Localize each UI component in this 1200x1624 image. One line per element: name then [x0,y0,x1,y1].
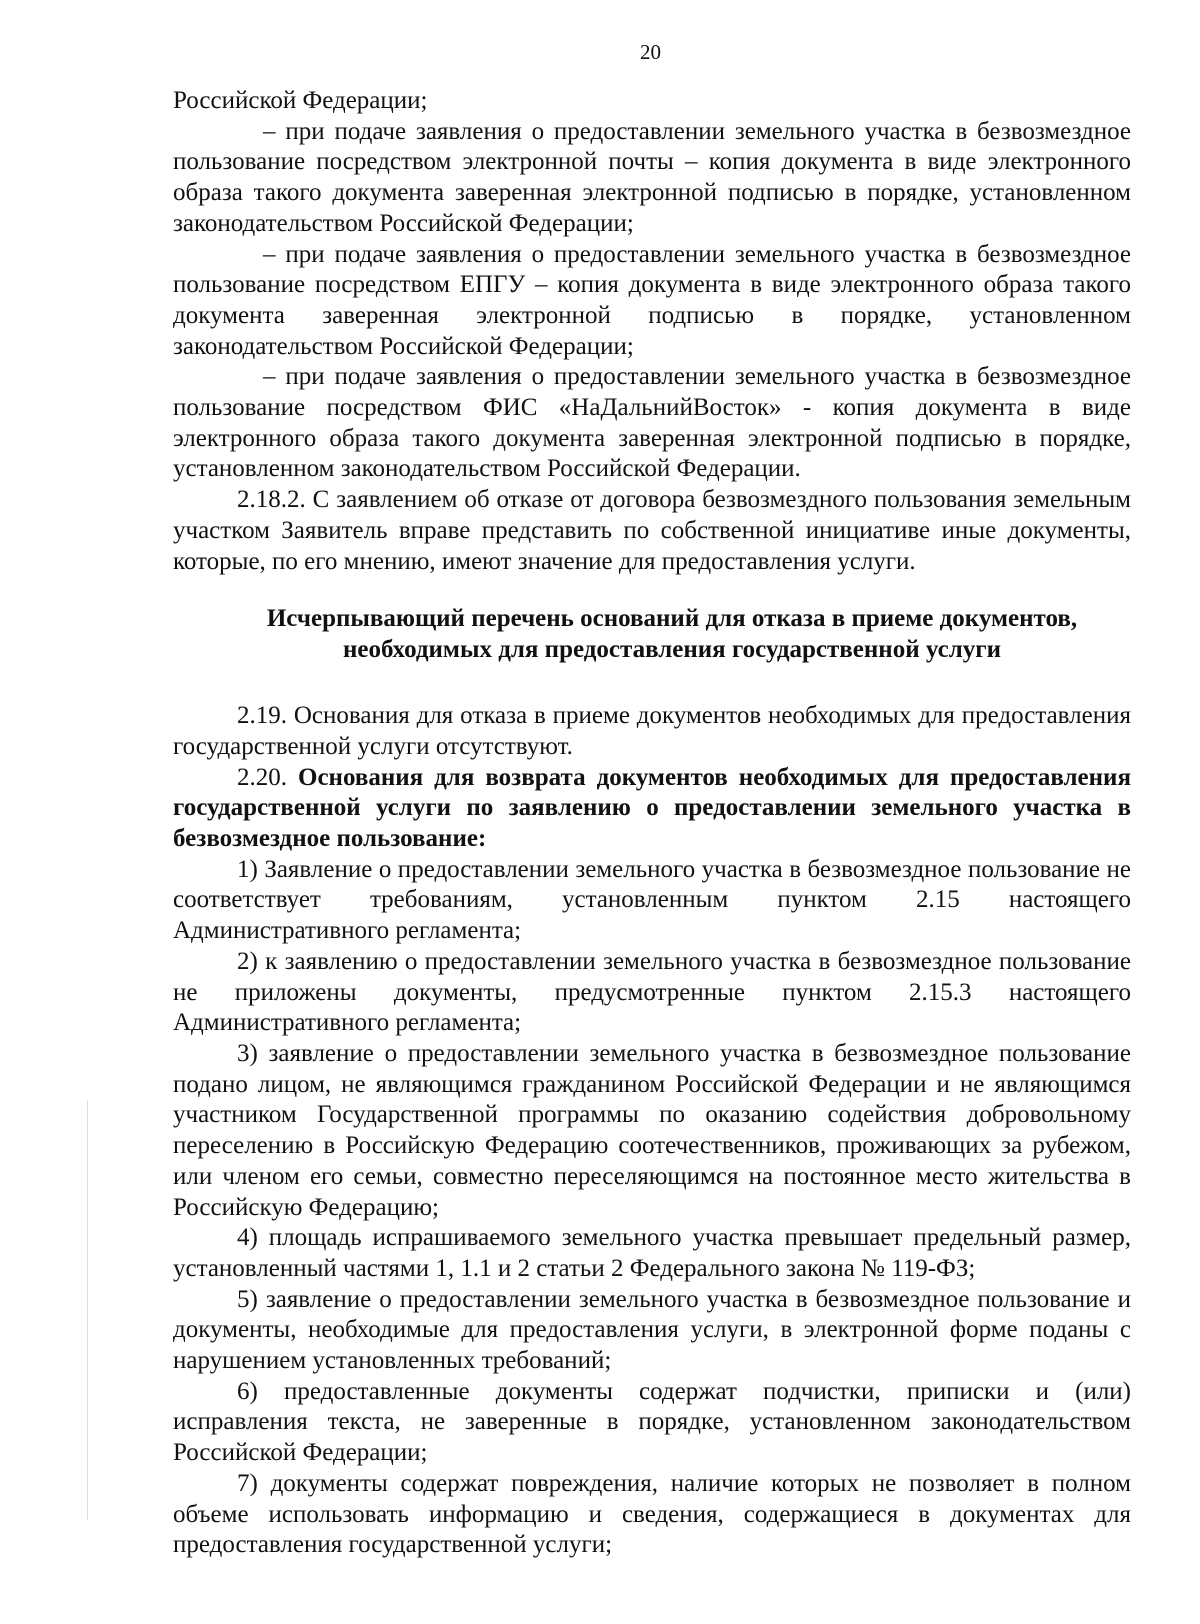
paragraph-2-20-bold: Основания для возврата документов необходимых для предоставления государственной услуги по заявлению о предоставлении земельного участка в безвозмездное пользование: [173,763,1131,853]
paragraph-2-20-number: 2.20. [237,763,287,791]
scan-margin-line [87,1100,88,1520]
list-item-7: 7) документы содержат повреждения, наличие которых не позволяет в полном объеме использовать информацию и сведения, содержащиеся в документах для предоставления государственной услуги; [173,1469,1131,1559]
document-body [173,86,1131,1561]
page-number: 20 [640,40,661,64]
paragraph-email-submission: – при подаче заявления о предоставлении земельного участка в безвозмездное пользование посредством электронной почты – копия документа в виде электронного образа такого документа заверенная электронной подписью в порядке, установленном законодательством Российской Федерации; [173,117,1131,237]
heading-line-1: Исчерпывающий перечень оснований для отказа в приеме документов, [266,605,1078,633]
list-item-5: 5) заявление о предоставлении земельного участка в безвозмездное пользование и документы, необходимые для предоставления услуги, в электронной форме поданы с нарушением установленных требований; [173,1285,1131,1375]
paragraph-2-18-2: 2.18.2. С заявлением об отказе от договора безвозмездного пользования земельным участком Заявитель вправе представить по собственной инициативе иные документы, которые, по его мнению, имеют значение для предоставления услуги. [173,486,1131,575]
list-item-4: 4) площадь испрашиваемого земельного участка превышает предельный размер, установленный частями 1, 1.1 и 2 статьи 2 Федерального закона № 119-ФЗ; [173,1224,1131,1282]
section-heading [173,603,1131,665]
list-item-2: 2) к заявлению о предоставлении земельного участка в безвозмездное пользование не приложены документы, предусмотренные пунктом 2.15.3 настоящего Административного регламента; [173,947,1131,1037]
paragraph-2-20 [173,763,1131,855]
paragraph-fis-submission: – при подаче заявления о предоставлении земельного участка в безвозмездное пользование посредством ФИС «НаДальнийВосток» - копия документа в виде электронного образа такого документа заверенная электронной подписью в порядке, установленном законодательством Российской Федерации. [173,363,1131,483]
paragraph-2-19: 2.19. Основания для отказа в приеме документов необходимых для предоставления государственной услуги отсутствуют. [173,702,1131,760]
list-item-3: 3) заявление о предоставлении земельного участка в безвозмездное пользование подано лицом, не являющимся гражданином Российской Федерации и не являющимся участником Государственной программы по оказанию содействия добровольному переселению в Российскую Федерацию соотечественников, проживающих за рубежом, или членом его семьи, совместно переселяющимся на постоянное место жительства в Российскую Федерацию; [173,1039,1131,1221]
paragraph-continuation: Российской Федерации; [173,87,428,114]
list-item-1: 1) Заявление о предоставлении земельного участка в безвозмездное пользование не соответствует требованиям, установленным пунктом 2.15 настоящего Административного регламента; [173,855,1131,945]
paragraph-epgu-submission: – при подаче заявления о предоставлении земельного участка в безвозмездное пользование посредством ЕПГУ – копия документа в виде электронного образа такого документа заверенная электронной подписью в порядке, установленном законодательством Российской Федерации; [173,240,1131,360]
list-item-6: 6) предоставленные документы содержат подчистки, приписки и (или) исправления текста, не заверенные в порядке, установленном законодательством Российской Федерации; [173,1377,1131,1467]
heading-line-2: необходимых для предоставления государственной услуги [343,636,1001,664]
